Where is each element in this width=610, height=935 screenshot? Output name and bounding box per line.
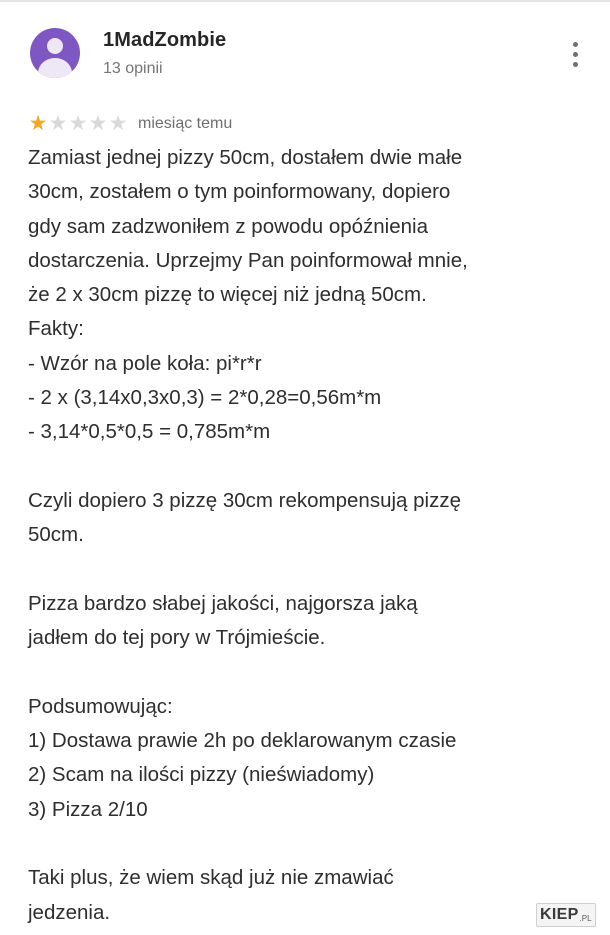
review-line: 2) Scam na ilości pizzy (nieświadomy): [28, 763, 375, 787]
review-line: jadłem do tej pory w Trójmieście.: [28, 626, 326, 650]
review-line: 1) Dostawa prawie 2h po deklarowanym czasie: [28, 729, 457, 753]
star-empty-icon: ★: [48, 112, 68, 135]
more-vert-icon-dot: [573, 62, 578, 67]
review-line: - 2 x (3,14x0,3x0,3) = 2*0,28=0,56m*m: [28, 386, 382, 410]
review-line: Zamiast jednej pizzy 50cm, dostałem dwie małe: [28, 146, 463, 169]
rating-row: [28, 112, 232, 136]
watermark-main: KIEP: [540, 906, 579, 923]
star-empty-icon: ★: [68, 112, 88, 135]
review-line: - Wzór na pole koła: pi*r*r: [28, 351, 262, 375]
review-line: Fakty:: [28, 317, 84, 341]
author-name[interactable]: 1MadZombie: [103, 29, 227, 51]
review-time: miesiąc temu: [138, 115, 233, 132]
paragraph-gap: [28, 450, 588, 484]
review-line: 50cm.: [28, 523, 84, 547]
watermark-sub: .PL: [579, 913, 592, 923]
review-line: 30cm, zostałem o tym poinformowany, dopiero: [28, 180, 451, 204]
review-line: Podsumowując:: [28, 694, 173, 718]
star-rating: [28, 112, 128, 136]
star-empty-icon: ★: [88, 112, 108, 135]
star-filled-icon: ★: [28, 112, 48, 135]
avatar-person-icon-body: [38, 58, 72, 78]
review-line: że 2 x 30cm pizzę to więcej niż jedną 50cm.: [28, 283, 427, 307]
paragraph-gap: [28, 553, 588, 587]
author-review-count: 13 opinii: [103, 60, 163, 77]
review-text: [28, 141, 588, 930]
review-line: 3) Pizza 2/10: [28, 797, 148, 821]
author-avatar[interactable]: [30, 28, 80, 78]
review-line: Czyli dopiero 3 pizzę 30cm rekompensują pizzę: [28, 488, 461, 512]
avatar-person-icon: [47, 38, 63, 54]
review-line: gdy sam zadzwoniłem z powodu opóźnienia: [28, 214, 428, 238]
star-empty-icon: ★: [108, 112, 128, 135]
review-line: Pizza bardzo słabej jakości, najgorsza jaką: [28, 591, 418, 615]
more-vert-icon-dot: [573, 52, 578, 57]
review-line: dostarczenia. Uprzejmy Pan poinformował mnie,: [28, 248, 468, 272]
review-line: Taki plus, że wiem skąd już nie zmawiać: [28, 866, 394, 890]
more-options-button[interactable]: [566, 40, 586, 70]
paragraph-gap: [28, 655, 588, 689]
more-vert-icon: [573, 42, 578, 47]
paragraph-gap: [28, 827, 588, 861]
review-line: - 3,14*0,5*0,5 = 0,785m*m: [28, 420, 271, 444]
review-line: jedzenia.: [28, 900, 111, 924]
kiep-watermark-logo: [536, 903, 596, 927]
